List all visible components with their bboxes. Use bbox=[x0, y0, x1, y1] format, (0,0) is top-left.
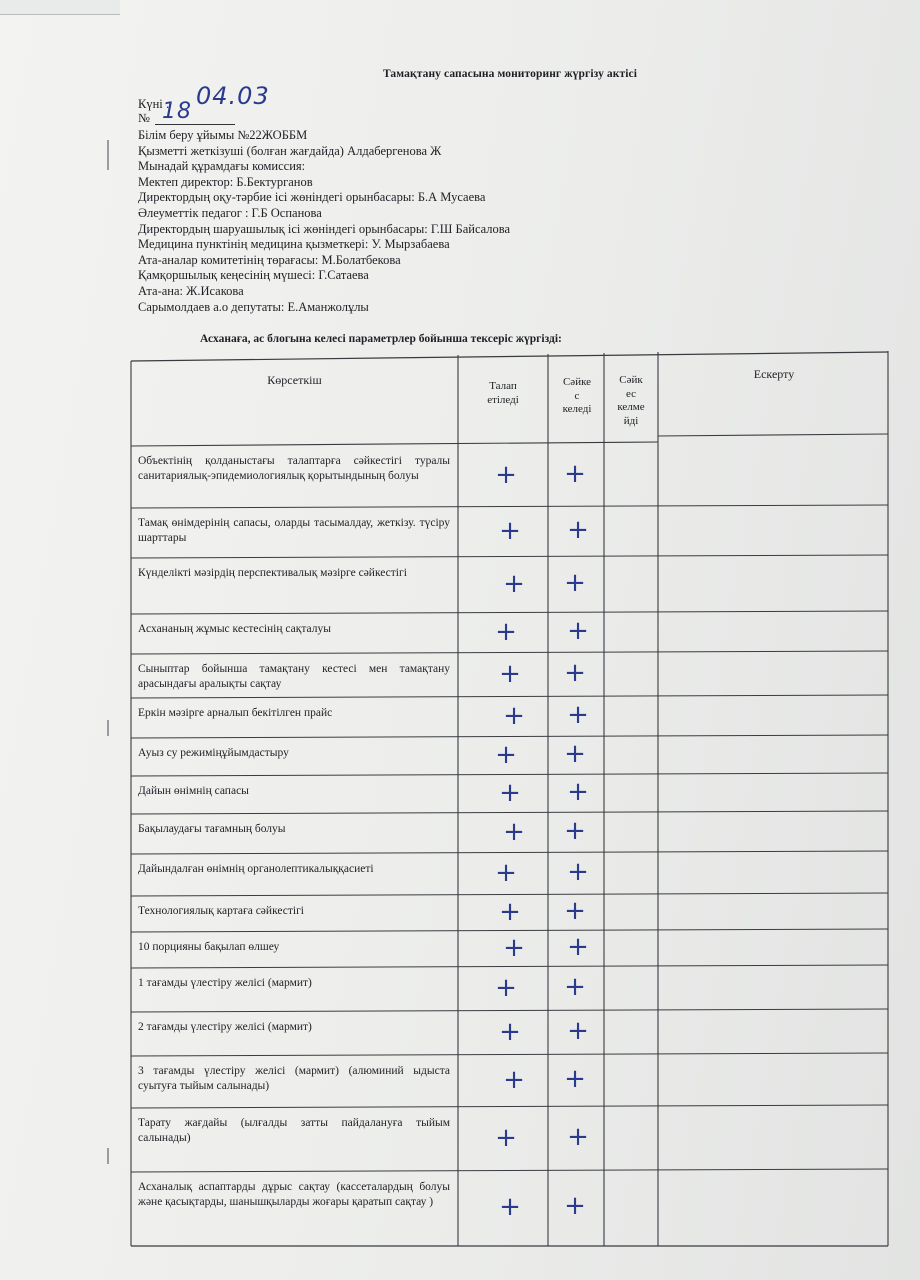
table-rule bbox=[131, 505, 888, 508]
required-check-mark: + bbox=[499, 897, 521, 927]
row-indicator-text: Дайын өнімнің сапасы bbox=[138, 785, 249, 797]
required-check-mark: + bbox=[495, 617, 517, 647]
table-rule bbox=[131, 811, 888, 814]
matches-check-mark: + bbox=[564, 816, 586, 846]
row-indicator-text: Бақылаудағы тағамның болуы bbox=[138, 823, 286, 835]
header-required-line: етіледі bbox=[487, 393, 519, 406]
table-rule bbox=[131, 773, 888, 776]
matches-check-mark: + bbox=[567, 515, 589, 545]
row-indicator-text: Тамақ өнімдерінің сапасы, оларды тасымалдау, жеткізу. түсіру шарттары bbox=[138, 517, 450, 544]
table-rule bbox=[131, 1169, 888, 1172]
table-rule bbox=[131, 442, 658, 446]
required-check-mark: + bbox=[499, 659, 521, 689]
matches-check-mark: + bbox=[564, 1191, 586, 1221]
member-line: Білім беру ұйымы №22ЖОББМ bbox=[138, 128, 308, 142]
row-indicator-text: Асхананың жұмыс кестесінің сақталуы bbox=[138, 623, 331, 635]
row-indicator-text: Сыныптар бойынша тамақтану кестесі мен тамақтану арасындағы аралықты сақтау bbox=[138, 663, 450, 690]
header-not-matches-line: Сәйк bbox=[619, 374, 643, 386]
header-not-matches-line: келме bbox=[617, 401, 645, 413]
row-indicator-text: Тарату жағдайы (ылғалды затты пайдалануға тыйым салынады) bbox=[138, 1117, 450, 1144]
row-indicator-text: Асханалық аспаптарды дұрыс сақтау (кассеталардың болуы және қасықтарды, шанышқыларды жоғары қаратып сақтау ) bbox=[138, 1181, 450, 1208]
document-title: Тамақтану сапасына мониторинг жүргізу актісі bbox=[382, 68, 638, 80]
member-line: Қызметті жеткізуші (болған жағдайда) Алдабергенова Ж bbox=[138, 143, 442, 158]
row-indicator-text: Дайындалған өнімнің органолептикалыққасиеті bbox=[138, 863, 374, 875]
required-check-mark: + bbox=[499, 1017, 521, 1047]
row-indicator-text: Күнделікті мәзірдің перспективалық мәзірге сәйкестігі bbox=[138, 567, 407, 579]
member-line: Мектеп директор: Б.Бектурганов bbox=[138, 174, 313, 189]
table-rule bbox=[131, 695, 888, 698]
matches-check-mark: + bbox=[564, 459, 586, 489]
member-line: Директордың шаруашылық ісі жөніндегі орынбасары: Г.Ш Байсалова bbox=[138, 221, 511, 236]
row-indicator-text: Технологиялық картаға сәйкестігі bbox=[138, 905, 304, 917]
matches-check-mark: + bbox=[564, 568, 586, 598]
table-rule bbox=[131, 965, 888, 968]
member-line: Әлеуметтік педагог : Г.Б Оспанова bbox=[138, 205, 322, 220]
table-rule bbox=[131, 611, 888, 614]
number-handwritten: 18 bbox=[162, 99, 192, 124]
member-line: Медицина пунктінің медицина қызметкері: У. Мырзабаева bbox=[138, 237, 450, 252]
required-check-mark: + bbox=[495, 460, 517, 490]
number-label: № bbox=[138, 111, 150, 125]
member-line: Ата-аналар комитетінің төрағасы: М.Болатбекова bbox=[138, 252, 401, 267]
required-check-mark: + bbox=[499, 778, 521, 808]
required-check-mark: + bbox=[503, 569, 525, 599]
matches-check-mark: + bbox=[567, 777, 589, 807]
row-indicator-text: 2 тағамды үлестіру желісі (мармит) bbox=[138, 1021, 312, 1033]
required-check-mark: + bbox=[503, 817, 525, 847]
matches-check-mark: + bbox=[564, 658, 586, 688]
matches-check-mark: + bbox=[567, 857, 589, 887]
date-label: Күні : bbox=[138, 97, 170, 111]
matches-check-mark: + bbox=[567, 932, 589, 962]
header-not-matches bbox=[605, 374, 657, 428]
member-line: Ата-ана: Ж.Исакова bbox=[138, 283, 244, 298]
matches-check-mark: + bbox=[567, 1016, 589, 1046]
row-indicator-text: Еркін мәзірге арналып бекітілген прайс bbox=[138, 707, 333, 719]
table-rule bbox=[131, 893, 888, 896]
header-not-matches-line: ес bbox=[625, 387, 637, 400]
table-rule bbox=[131, 555, 888, 558]
header-note: Ескерту bbox=[753, 367, 795, 381]
matches-check-mark: + bbox=[564, 739, 586, 769]
matches-check-mark: + bbox=[567, 1122, 589, 1152]
table-rule bbox=[131, 851, 888, 854]
header-required-line: Талап bbox=[489, 380, 517, 392]
header-indicator: Көрсеткіш bbox=[267, 373, 322, 387]
header-matches bbox=[550, 376, 604, 417]
member-line: Мынадай құрамдағы комиссия: bbox=[138, 159, 306, 174]
row-indicator-text: 10 порцияны бақылап өлшеу bbox=[138, 941, 280, 953]
table-rule bbox=[131, 1009, 888, 1012]
matches-check-mark: + bbox=[564, 972, 586, 1002]
required-check-mark: + bbox=[499, 1192, 521, 1222]
row-indicator-text: Объектінің қолданыстағы талаптарға сәйкестігі туралы санитариялық-эпидемиологиялық қорытындының болуы bbox=[138, 455, 450, 482]
table-rule bbox=[131, 651, 888, 654]
required-check-mark: + bbox=[495, 858, 517, 888]
table-rule bbox=[131, 352, 888, 361]
member-line: Сарымолдаев а.о депутаты: Е.Аманжолұлы bbox=[138, 299, 369, 314]
required-check-mark: + bbox=[503, 933, 525, 963]
table-rule bbox=[131, 1053, 888, 1056]
table-rule bbox=[658, 434, 888, 436]
row-indicator-text: Ауыз су режиміңұйымдастыру bbox=[138, 747, 289, 759]
inspection-subtitle: Асханаға, ас блогына келесі параметрлер бойынша тексеріс жүргізді: bbox=[200, 333, 562, 345]
required-check-mark: + bbox=[499, 516, 521, 546]
required-check-mark: + bbox=[503, 1065, 525, 1095]
required-check-mark: + bbox=[495, 740, 517, 770]
header-required bbox=[460, 380, 546, 407]
matches-check-mark: + bbox=[564, 896, 586, 926]
matches-check-mark: + bbox=[567, 700, 589, 730]
required-check-mark: + bbox=[503, 701, 525, 731]
header-matches-line: с bbox=[574, 389, 580, 402]
required-check-mark: + bbox=[495, 973, 517, 1003]
header-matches-line: Сәйке bbox=[562, 376, 592, 388]
header-matches-line: келеді bbox=[562, 403, 592, 415]
matches-check-mark: + bbox=[567, 616, 589, 646]
table-rule bbox=[131, 929, 888, 932]
date-handwritten: 04.03 bbox=[196, 82, 270, 110]
member-line: Қамқоршылық кеңесінің мүшесі: Г.Сатаева bbox=[138, 268, 369, 283]
header-not-matches-line: йді bbox=[623, 414, 639, 427]
member-line: Директордың оқу-тәрбие ісі жөніндегі орынбасары: Б.А Мусаева bbox=[138, 190, 486, 205]
required-check-mark: + bbox=[495, 1123, 517, 1153]
matches-check-mark: + bbox=[564, 1064, 586, 1094]
table-rule bbox=[131, 735, 888, 738]
table-rule bbox=[131, 1105, 888, 1108]
row-indicator-text: 3 тағамды үлестіру желісі (мармит) (алюминий ыдыста суытуға тыйым салынады) bbox=[138, 1065, 450, 1092]
row-indicator-text: 1 тағамды үлестіру желісі (мармит) bbox=[138, 977, 312, 989]
